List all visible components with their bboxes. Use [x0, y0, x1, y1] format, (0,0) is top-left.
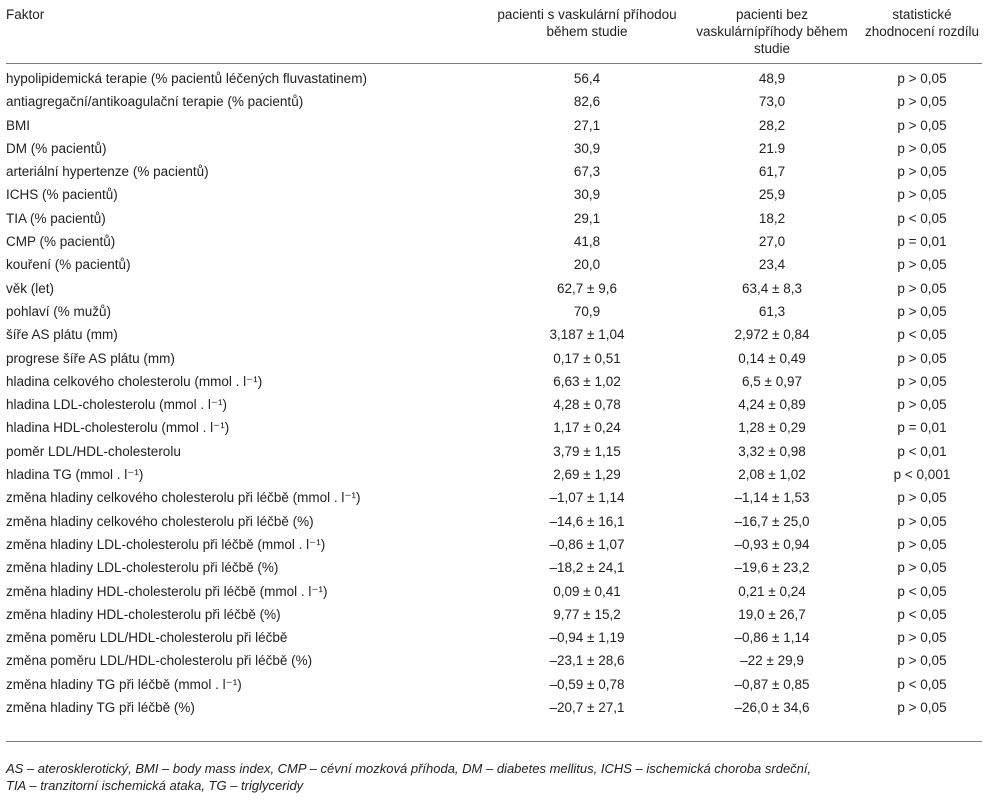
table-row	[6, 300, 982, 323]
p-value-cell: p > 0,05	[897, 94, 947, 110]
table-row	[6, 510, 982, 533]
footnote-line-2: TIA – tranzitorní ischemická ataka, TG – triglyceridy	[6, 778, 304, 793]
without-event-cell: 1,28 ± 0,29	[738, 420, 806, 436]
with-event-cell: 30,9	[573, 140, 601, 156]
with-event-cell: –18,2 ± 24,1	[549, 560, 625, 576]
table-row	[6, 64, 982, 91]
table-row	[6, 603, 982, 626]
factor-cell: změna poměru LDL/HDL-cholesterolu při léčbě (%)	[6, 653, 313, 669]
p-value-cell: p > 0,05	[897, 303, 947, 319]
without-event-cell: –0,87 ± 0,85	[734, 676, 810, 692]
without-event-cell: –0,93 ± 0,94	[734, 536, 810, 552]
with-event-cell: 20,0	[573, 257, 601, 273]
table-row	[6, 696, 982, 719]
without-event-cell: 63,4 ± 8,3	[742, 280, 802, 296]
table-row	[6, 90, 982, 113]
with-event-cell: –23,1 ± 28,6	[549, 653, 625, 669]
p-value-cell: p > 0,05	[897, 187, 947, 203]
factor-cell: změna hladiny TG při léčbě (%)	[6, 700, 195, 716]
p-value-cell: p > 0,05	[897, 140, 947, 156]
p-value-cell: p > 0,05	[897, 71, 947, 86]
table-row	[6, 160, 982, 183]
factor-cell: CMP (% pacientů)	[6, 234, 116, 250]
factor-cell: poměr LDL/HDL-cholesterolu	[6, 443, 181, 459]
factor-cell: hladina TG (mmol . l⁻¹)	[6, 467, 144, 483]
p-value-cell: p > 0,05	[897, 560, 947, 576]
table-row	[6, 253, 982, 276]
p-value-cell: p < 0,001	[893, 467, 951, 483]
p-value-cell: p < 0,05	[897, 327, 947, 343]
without-event-cell: 27,0	[758, 234, 786, 250]
with-event-cell: –0,94 ± 1,19	[549, 630, 625, 646]
table-row	[6, 207, 982, 230]
factor-cell: změna poměru LDL/HDL-cholesterolu při léčbě	[6, 630, 288, 646]
with-event-cell: 2,69 ± 1,29	[553, 467, 621, 483]
p-value-cell: p > 0,05	[897, 373, 947, 389]
with-event-cell: 41,8	[573, 234, 601, 250]
factor-cell: kouření (% pacientů)	[6, 257, 131, 273]
table-row	[6, 183, 982, 206]
factor-cell: arteriální hypertenze (% pacientů)	[6, 164, 209, 180]
table-row	[6, 230, 982, 253]
p-value-cell: p > 0,05	[897, 350, 947, 366]
without-event-cell: 61,3	[758, 303, 786, 319]
p-value-cell: p > 0,05	[897, 164, 947, 180]
factor-cell: změna hladiny HDL-cholesterolu při léčbě (%)	[6, 606, 281, 622]
factor-cell: pohlaví (% mužů)	[6, 303, 112, 319]
without-event-cell: –1,14 ± 1,53	[734, 490, 810, 506]
table-header	[6, 4, 982, 64]
table-row	[6, 556, 982, 579]
p-value-cell: p < 0,01	[897, 443, 947, 459]
p-value-cell: p < 0,05	[897, 676, 947, 692]
abbreviation-footnote	[6, 760, 982, 794]
without-event-cell: –0,86 ± 1,14	[734, 630, 810, 646]
factor-cell: věk (let)	[6, 280, 55, 296]
table-body	[6, 64, 982, 720]
with-event-cell: 4,28 ± 0,78	[553, 397, 621, 413]
factor-cell: změna hladiny celkového cholesterolu při léčbě (mmol . l⁻¹)	[6, 490, 361, 506]
factor-cell: změna hladiny celkového cholesterolu při léčbě (%)	[6, 513, 314, 529]
p-value-cell: p > 0,05	[897, 536, 947, 552]
footnote-line-1: AS – aterosklerotický, BMI – body mass index, CMP – cévní mozková příhoda, DM – diabetes mellitus, ICHS – ischemická choroba srdeční,	[6, 761, 812, 776]
without-event-cell: 0,14 ± 0,49	[738, 350, 806, 366]
with-event-cell: 1,17 ± 0,24	[553, 420, 621, 436]
p-value-cell: p > 0,05	[897, 280, 947, 296]
factor-cell: progrese šíře AS plátu (mm)	[6, 350, 175, 366]
with-event-cell: –1,07 ± 1,14	[549, 490, 625, 506]
header-statistics: statistické zhodnocení rozdílu	[864, 7, 980, 39]
table-row	[6, 626, 982, 649]
without-event-cell: –19,6 ± 23,2	[734, 560, 810, 576]
with-event-cell: 30,9	[573, 187, 601, 203]
without-event-cell: 48,9	[758, 71, 786, 86]
factor-cell: antiagregační/antikoagulační terapie (% pacientů)	[6, 94, 304, 110]
table-row	[6, 440, 982, 463]
table-row	[6, 114, 982, 137]
factor-cell: změna hladiny TG při léčbě (mmol . l⁻¹)	[6, 676, 242, 692]
table-row	[6, 486, 982, 509]
with-event-cell: 62,7 ± 9,6	[557, 280, 617, 296]
factor-cell: hladina LDL-cholesterolu (mmol . l⁻¹)	[6, 397, 227, 413]
with-event-cell: 82,6	[573, 94, 601, 110]
factor-cell: změna hladiny HDL-cholesterolu při léčbě (mmol . l⁻¹)	[6, 583, 328, 599]
factor-cell: hladina celkového cholesterolu (mmol . l⁻¹)	[6, 373, 263, 389]
factor-cell: hypolipidemická terapie (% pacientů léčených fluvastatinem)	[6, 71, 367, 86]
table-row	[6, 393, 982, 416]
table-row	[6, 649, 982, 672]
without-event-cell: 28,2	[758, 117, 786, 133]
p-value-cell: p > 0,05	[897, 700, 947, 716]
p-value-cell: p > 0,05	[897, 490, 947, 506]
with-event-cell: 70,9	[573, 303, 601, 319]
factor-cell: ICHS (% pacientů)	[6, 187, 118, 203]
results-table	[6, 4, 982, 719]
without-event-cell: 23,4	[758, 257, 786, 273]
p-value-cell: p > 0,05	[897, 630, 947, 646]
table-row	[6, 673, 982, 696]
table-row	[6, 323, 982, 346]
factor-cell: hladina HDL-cholesterolu (mmol . l⁻¹)	[6, 420, 230, 436]
table-row	[6, 277, 982, 300]
without-event-cell: 61,7	[758, 164, 786, 180]
with-event-cell: 3,187 ± 1,04	[549, 327, 625, 343]
with-event-cell: 9,77 ± 15,2	[553, 606, 621, 622]
without-event-cell: 73,0	[758, 94, 786, 110]
with-event-cell: 56,4	[573, 71, 601, 86]
without-event-cell: 0,21 ± 0,24	[738, 583, 806, 599]
with-event-cell: –14,6 ± 16,1	[549, 513, 625, 529]
table-row	[6, 463, 982, 486]
p-value-cell: p = 0,01	[897, 420, 947, 436]
p-value-cell: p > 0,05	[897, 513, 947, 529]
with-event-cell: 3,79 ± 1,15	[553, 443, 621, 459]
without-event-cell: 19,0 ± 26,7	[738, 606, 806, 622]
factor-cell: šíře AS plátu (mm)	[6, 327, 118, 343]
without-event-cell: 4,24 ± 0,89	[738, 397, 806, 413]
p-value-cell: p < 0,05	[897, 606, 947, 622]
without-event-cell: 21.9	[758, 140, 786, 156]
p-value-cell: p = 0,01	[897, 234, 947, 250]
p-value-cell: p > 0,05	[897, 257, 947, 273]
p-value-cell: p > 0,05	[897, 117, 947, 133]
with-event-cell: 0,09 ± 0,41	[553, 583, 621, 599]
with-event-cell: –0,59 ± 0,78	[549, 676, 625, 692]
without-event-cell: 3,32 ± 0,98	[738, 443, 806, 459]
with-event-cell: 27,1	[573, 117, 601, 133]
with-event-cell: –20,7 ± 27,1	[549, 700, 625, 716]
without-event-cell: 6,5 ± 0,97	[742, 373, 802, 389]
with-event-cell: 67,3	[573, 164, 601, 180]
table-row	[6, 580, 982, 603]
with-event-cell: 0,17 ± 0,51	[553, 350, 621, 366]
header-factor: Faktor	[6, 7, 45, 22]
table-row	[6, 137, 982, 160]
p-value-cell: p > 0,05	[897, 397, 947, 413]
without-event-cell: 2,972 ± 0,84	[734, 327, 810, 343]
factor-cell: BMI	[6, 117, 31, 133]
without-event-cell: 25,9	[758, 187, 786, 203]
without-event-cell: –16,7 ± 25,0	[734, 513, 810, 529]
factor-cell: DM (% pacientů)	[6, 140, 107, 156]
without-event-cell: 18,2	[758, 210, 786, 226]
header-without-event: pacienti bez vaskulárnípříhody během studie	[696, 7, 848, 56]
without-event-cell: –22 ± 29,9	[740, 653, 804, 669]
table-row	[6, 370, 982, 393]
p-value-cell: p > 0,05	[897, 653, 947, 669]
table-row	[6, 416, 982, 439]
factor-cell: změna hladiny LDL-cholesterolu při léčbě (mmol . l⁻¹)	[6, 536, 326, 552]
table-row	[6, 533, 982, 556]
table-row	[6, 347, 982, 370]
with-event-cell: –0,86 ± 1,07	[549, 536, 625, 552]
with-event-cell: 29,1	[573, 210, 601, 226]
with-event-cell: 6,63 ± 1,02	[553, 373, 621, 389]
factor-cell: TIA (% pacientů)	[6, 210, 106, 226]
factor-cell: změna hladiny LDL-cholesterolu při léčbě (%)	[6, 560, 279, 576]
header-with-event: pacienti s vaskulární příhodou během studie	[497, 7, 677, 39]
p-value-cell: p < 0,05	[897, 583, 947, 599]
table-bottom-rule	[6, 741, 982, 742]
without-event-cell: –26,0 ± 34,6	[734, 700, 810, 716]
without-event-cell: 2,08 ± 1,02	[738, 467, 806, 483]
p-value-cell: p < 0,05	[897, 210, 947, 226]
